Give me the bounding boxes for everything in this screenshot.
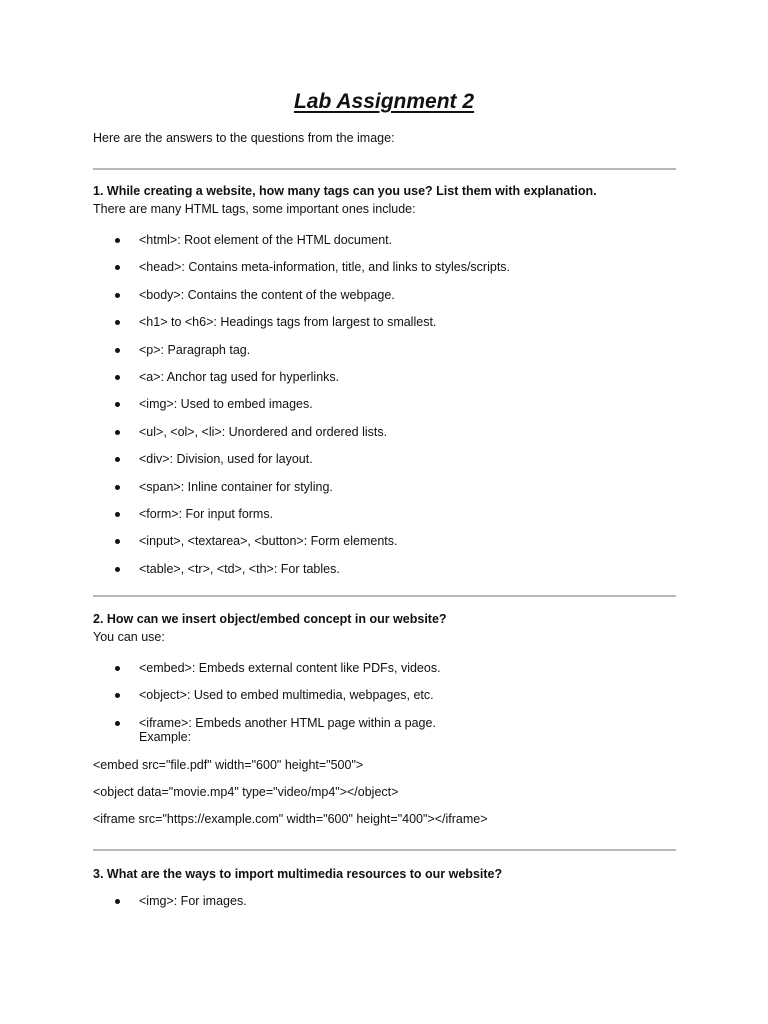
bullet-icon	[115, 402, 120, 407]
list-item: <head>: Contains meta-information, title, and links to styles/scripts.	[93, 254, 693, 281]
bullet-icon	[115, 693, 120, 698]
list-item: <iframe>: Embeds another HTML page within a page.	[93, 710, 693, 737]
list-item: <body>: Contains the content of the webpage.	[93, 282, 693, 309]
list-item: <p>: Paragraph tag.	[93, 337, 693, 364]
code-line: <embed src="file.pdf" width="600" height="500">	[93, 758, 364, 772]
bullet-icon	[115, 666, 120, 671]
question-2-heading: 2. How can we insert object/embed concept in our website?	[93, 612, 447, 626]
bullet-icon	[115, 430, 120, 435]
divider	[93, 849, 676, 851]
list-item: <ul>, <ol>, <li>: Unordered and ordered lists.	[93, 419, 693, 446]
bullet-icon	[115, 238, 120, 243]
bullet-icon	[115, 457, 120, 462]
list-item: <img>: For images.	[93, 888, 693, 915]
code-line: <object data="movie.mp4" type="video/mp4"></object>	[93, 785, 399, 799]
bullet-icon	[115, 512, 120, 517]
list-item: <object>: Used to embed multimedia, webpages, etc.	[93, 682, 693, 709]
list-item: <html>: Root element of the HTML document.	[93, 227, 693, 254]
question-3	[93, 865, 693, 915]
page-title: Lab Assignment 2	[293, 90, 475, 113]
list-item: <img>: Used to embed images.	[93, 391, 693, 418]
bullet-icon	[115, 567, 120, 572]
question-2-list	[93, 655, 693, 737]
divider	[93, 595, 676, 597]
question-1	[93, 182, 693, 583]
question-3-heading: 3. What are the ways to import multimedia resources to our website?	[93, 867, 503, 881]
list-item: <div>: Division, used for layout.	[93, 446, 693, 473]
bullet-icon	[115, 293, 120, 298]
intro-text: Here are the answers to the questions from the image:	[93, 131, 395, 145]
question-1-heading: 1. While creating a website, how many tags can you use? List them with explanation.	[93, 184, 597, 198]
bullet-icon	[115, 485, 120, 490]
example-label: Example:	[139, 730, 192, 744]
question-1-list	[93, 227, 693, 583]
question-2	[93, 610, 693, 737]
divider	[93, 168, 676, 170]
list-item: <embed>: Embeds external content like PDFs, videos.	[93, 655, 693, 682]
bullet-icon	[115, 320, 120, 325]
bullet-icon	[115, 265, 120, 270]
list-item: <h1> to <h6>: Headings tags from largest to smallest.	[93, 309, 693, 336]
list-item: <a>: Anchor tag used for hyperlinks.	[93, 364, 693, 391]
list-item: <input>, <textarea>, <button>: Form elements.	[93, 528, 693, 555]
bullet-icon	[115, 899, 120, 904]
question-1-text: There are many HTML tags, some important ones include:	[93, 202, 416, 216]
list-item: <table>, <tr>, <td>, <th>: For tables.	[93, 556, 693, 583]
bullet-icon	[115, 721, 120, 726]
bullet-icon	[115, 375, 120, 380]
bullet-icon	[115, 539, 120, 544]
list-item: <form>: For input forms.	[93, 501, 693, 528]
list-item: <span>: Inline container for styling.	[93, 474, 693, 501]
question-3-list	[93, 888, 693, 915]
bullet-icon	[115, 348, 120, 353]
question-2-text: You can use:	[93, 630, 165, 644]
code-line: <iframe src="https://example.com" width="600" height="400"></iframe>	[93, 812, 488, 826]
